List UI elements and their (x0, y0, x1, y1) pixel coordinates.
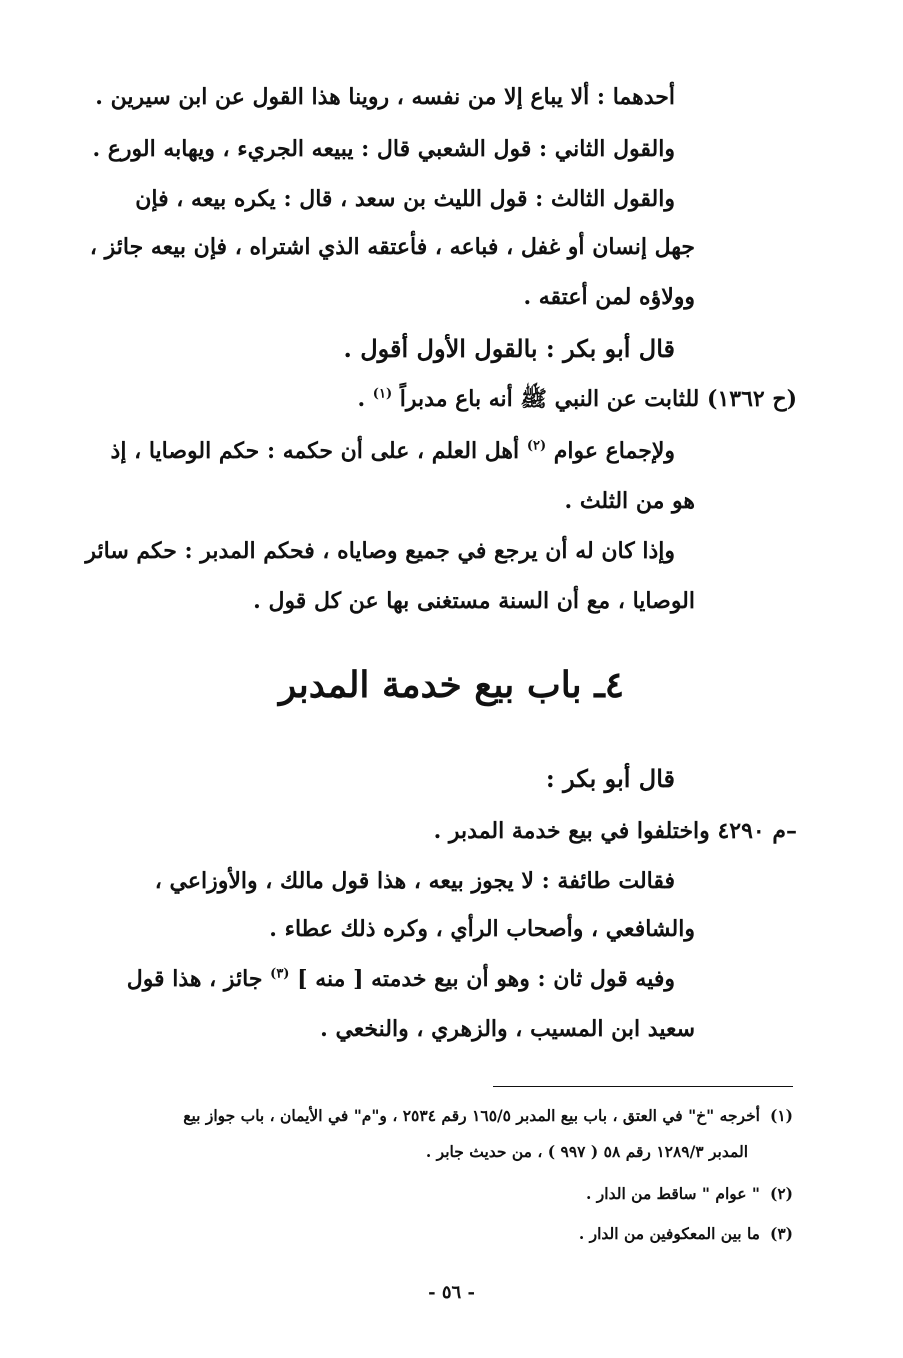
footnote-3-text: ما بين المعكوفين من الدار . (578, 1224, 760, 1243)
footnote-2 (586, 1182, 793, 1206)
section-line-5-b: جائز ، هذا قول (126, 966, 263, 992)
body-line-8-b: أهل العلم ، على أن حكمه : حكم الوصايا ، إذ (110, 438, 520, 464)
footnote-2-text: " عوام " ساقط من الدار . (586, 1184, 760, 1203)
chapter-title: ٤ـ باب بيع خدمة المدبر (278, 664, 625, 706)
footnote-1 (183, 1104, 793, 1128)
footnote-1-continued: المدبر ١٢٨٩/٣ رقم ٥٨ ( ٩٩٧ ) ، من حديث جابر . (425, 1142, 748, 1161)
body-line-11: الوصايا ، مع أن السنة مستغنى بها عن كل قول . (253, 588, 695, 614)
body-line-8 (111, 436, 675, 466)
hadith-end: . (357, 386, 366, 412)
masalah-line (434, 816, 797, 846)
footnote-ref-3: (٣) (270, 966, 290, 982)
body-line-4: جهل إنسان أو غفل ، فباعه ، فأعتقه الذي اشتراه ، فإن بيعه جائز ، (89, 234, 695, 260)
section-line-3: فقالت طائفة : لا يجوز بيعه ، هذا قول مالك ، والأوزاعي ، (154, 868, 675, 894)
body-line-3: والقول الثالث : قول الليث بن سعد ، قال : يكره بيعه ، فإن (135, 186, 675, 212)
section-line-4: والشافعي ، وأصحاب الرأي ، وكره ذلك عطاء . (269, 916, 695, 942)
masalah-text: واختلفوا في بيع خدمة المدبر . (433, 818, 710, 844)
body-line-5: وولاؤه لمن أعتقه . (523, 284, 695, 310)
section-line-5-a: وفيه قول ثان : وهو أن بيع خدمته [ منه ] (297, 966, 675, 992)
footnote-ref-1: (١) (372, 386, 393, 402)
body-line-6: قال أبو بكر : بالقول الأول أقول . (343, 334, 675, 363)
body-line-10: وإذا كان له أن يرجع في جميع وصاياه ، فحكم المدبر : حكم سائر (85, 538, 675, 564)
section-line-1: قال أبو بكر : (545, 764, 675, 793)
footnote-divider (493, 1086, 793, 1087)
body-line-1: أحدهما : ألا يباع إلا من نفسه ، روينا هذا القول عن ابن سيرين . (95, 84, 675, 110)
masalah-number: م ٤٢٩٠– (717, 818, 797, 844)
footnote-1-number: (١) (769, 1106, 793, 1125)
hadith-line (357, 384, 797, 414)
body-line-8-a: ولإجماع عوام (553, 438, 675, 464)
body-line-9: هو من الثلث . (564, 488, 695, 514)
footnote-ref-2: (٢) (526, 438, 547, 454)
footnote-2-number: (٢) (769, 1184, 793, 1203)
page-number: - ٥٦ - (428, 1282, 475, 1303)
hadith-text: للثابت عن النبي ﷺ أنه باع مدبراً (399, 386, 700, 412)
footnote-1-text: أخرجه "خ" في العتق ، باب بيع المدبر ١٦٥/٥ رقم ٢٥٣٤ ، و"م" في الأيمان ، باب جواز بيع (183, 1106, 760, 1125)
body-line-2: والقول الثاني : قول الشعبي قال : يبيعه الجريء ، ويهابه الورع . (92, 136, 675, 162)
hadith-number: (ح ١٣٦٢) (707, 386, 797, 412)
section-line-5 (127, 964, 675, 994)
footnote-3 (579, 1222, 793, 1246)
section-line-6: سعيد ابن المسيب ، والزهري ، والنخعي . (320, 1016, 695, 1042)
footnote-3-number: (٣) (769, 1224, 793, 1243)
